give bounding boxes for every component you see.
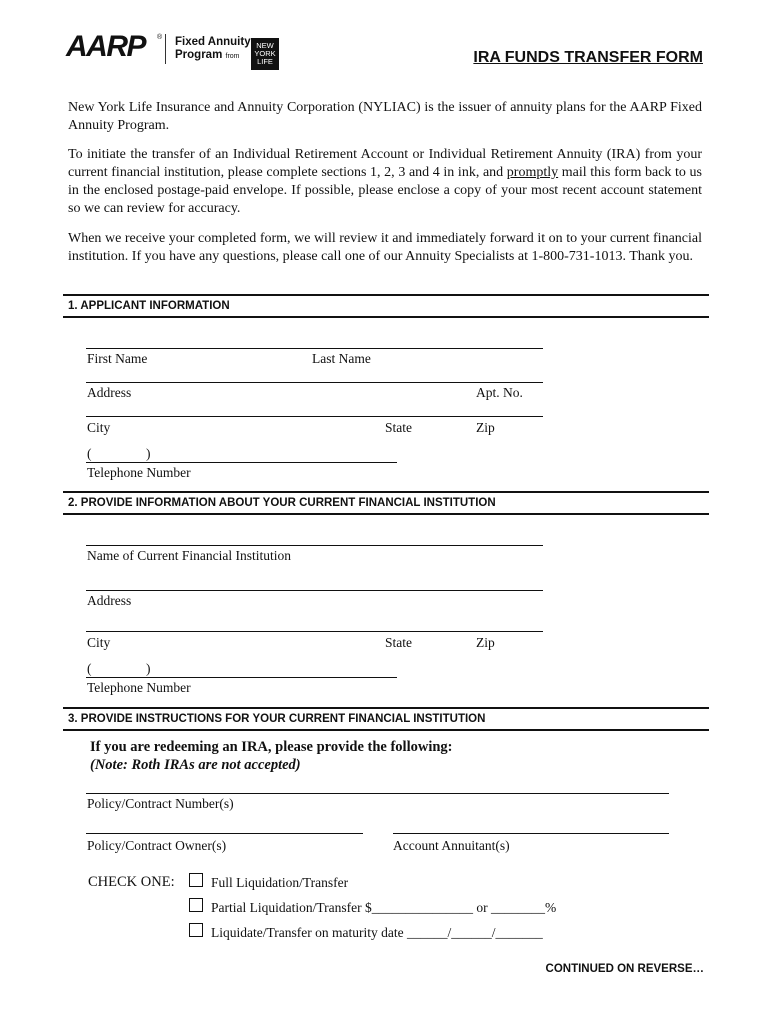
program-name-line1: Fixed Annuity — [175, 36, 251, 48]
policy-owner-label: Policy/Contract Owner(s) — [87, 838, 227, 853]
institution-address-label: Address — [87, 593, 132, 608]
full-liquidation-checkbox[interactable] — [189, 873, 203, 887]
institution-city-label: City — [87, 635, 111, 650]
new-york-life-logo — [251, 38, 279, 70]
last-name-label: Last Name — [312, 351, 371, 366]
apt-no-label: Apt. No. — [476, 385, 523, 400]
nyl-line2: YORK — [254, 49, 276, 58]
trademark-symbol: ® — [157, 34, 163, 41]
check-one-label: CHECK ONE: — [88, 874, 175, 890]
city-state-zip-field-line[interactable] — [86, 416, 543, 417]
state-label: State — [385, 420, 412, 435]
phone-close-paren: ) — [146, 446, 151, 461]
form-title: IRA FUNDS TRANSFER FORM — [473, 49, 703, 66]
nyl-line1: NEW — [256, 41, 274, 50]
institution-phone-open-paren: ( — [87, 661, 92, 676]
continued-on-reverse: CONTINUED ON REVERSE… — [545, 963, 704, 975]
address-field-line[interactable] — [86, 382, 543, 383]
first-name-label: First Name — [87, 351, 148, 366]
policy-number-label: Policy/Contract Number(s) — [87, 796, 234, 811]
aarp-logo: AARP — [66, 30, 146, 63]
section-1-heading: 1. APPLICANT INFORMATION — [63, 294, 709, 318]
intro-paragraph-1: New York Life Insurance and Annuity Corporation (NYLIAC) is the issuer of annuity plans for the AARP Fixed Annuity Program. — [68, 100, 702, 133]
maturity-date-checkbox[interactable] — [189, 923, 203, 937]
p2-promptly: promptly — [506, 165, 559, 180]
policy-number-field-line[interactable] — [86, 793, 669, 794]
roth-note: (Note: Roth IRAs are not accepted) — [90, 757, 301, 773]
partial-liquidation-checkbox[interactable] — [189, 898, 203, 912]
section-3-heading: 3. PROVIDE INSTRUCTIONS FOR YOUR CURRENT FINANCIAL INSTITUTION — [63, 707, 709, 731]
institution-name-field-line[interactable] — [86, 545, 543, 546]
institution-name-label: Name of Current Financial Institution — [87, 548, 291, 563]
full-liquidation-label: Full Liquidation/Transfer — [211, 875, 349, 890]
section-2-heading: 2. PROVIDE INFORMATION ABOUT YOUR CURRENT FINANCIAL INSTITUTION — [63, 491, 709, 515]
program-word: Program — [175, 49, 223, 61]
institution-state-label: State — [385, 635, 412, 650]
address-label: Address — [87, 385, 132, 400]
telephone-label: Telephone Number — [87, 465, 191, 480]
phone-open-paren: ( — [87, 446, 92, 461]
redeem-heading: If you are redeeming an IRA, please provide the following: — [90, 739, 453, 755]
institution-address-field-line[interactable] — [86, 590, 543, 591]
partial-liquidation-label: Partial Liquidation/Transfer $_______________ or ________% — [211, 900, 557, 915]
policy-owner-field-line[interactable] — [86, 833, 363, 834]
institution-telephone-label: Telephone Number — [87, 680, 191, 695]
p2-text-after: mail this form back to us in the enclosed postage-paid envelope. If possible, please enclose a copy of your most recent account statement so we can review for accuracy. — [68, 165, 702, 216]
telephone-field-line[interactable] — [86, 462, 397, 463]
program-name-line2 — [175, 49, 240, 63]
p2-text-before: To initiate the transfer of an Individual Retirement Account or Individual Retirement Annuity (IRA) from your current financial institution, please complete sections 1, 2, 3 and 4 in ink, and — [68, 147, 702, 180]
nyl-line3: LIFE — [257, 57, 273, 66]
intro-paragraph-3: When we receive your completed form, we will review it and immediately forward it on to your current financial institution. If you have any questions, please call one of our Annuity Specialists at 1-800-731-1013. Thank you. — [68, 231, 702, 264]
name-field-line[interactable] — [86, 348, 543, 349]
logo-divider — [165, 34, 166, 64]
maturity-date-label: Liquidate/Transfer on maturity date ______/______/_______ — [211, 925, 543, 940]
annuitant-field-line[interactable] — [393, 833, 669, 834]
annuitant-label: Account Annuitant(s) — [393, 838, 510, 853]
institution-zip-label: Zip — [476, 635, 495, 650]
intro-paragraph-2 — [68, 146, 702, 218]
zip-label: Zip — [476, 420, 495, 435]
institution-city-field-line[interactable] — [86, 631, 543, 632]
institution-telephone-field-line[interactable] — [86, 677, 397, 678]
from-word: from — [225, 53, 240, 60]
city-label: City — [87, 420, 111, 435]
institution-phone-close-paren: ) — [146, 661, 151, 676]
